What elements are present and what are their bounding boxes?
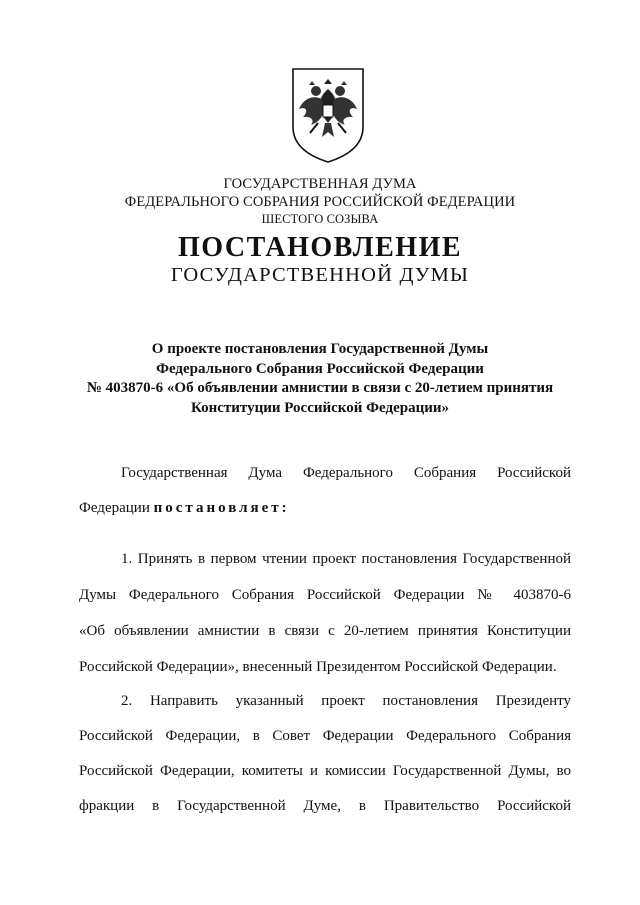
subject-line: О проекте постановления Государственной Думы (151, 341, 489, 357)
preamble-line: Государственная Дума Федерального Собрания Российской (121, 465, 571, 481)
double-headed-eagle-icon (289, 65, 367, 165)
item2-line: Российской Федерации, в Совет Федерации Федерального Собрания (79, 728, 571, 744)
item1-line: «Об объявлении амнистии в связи с 20-летием принятия Конституции (79, 623, 571, 639)
header-line-federal-assembly: ФЕДЕРАЛЬНОГО СОБРАНИЯ РОССИЙСКОЙ ФЕДЕРАЦИИ (124, 194, 516, 210)
document-type-title: ПОСТАНОВЛЕНИЕ (177, 232, 463, 263)
document-subject (0, 340, 640, 418)
subject-line: № 403870-6 «Об объявлении амнистии в связи с 20-летием принятия (86, 380, 554, 396)
item1-line: Думы Федерального Собрания Российской Федерации № 403870-6 (79, 587, 571, 603)
item2-line: Российской Федерации, комитеты и комиссии Государственной Думы, во (79, 763, 571, 779)
item2-line: 2. Направить указанный проект постановления Президенту (121, 693, 571, 709)
item1-line: 1. Принять в первом чтении проект постановления Государственной (121, 551, 571, 567)
preamble-prefix: Федерации (79, 500, 154, 516)
coat-of-arms-emblem (289, 65, 367, 165)
document-issuer-title: ГОСУДАРСТВЕННОЙ ДУМЫ (170, 264, 470, 286)
preamble-resolves: постановляет: (153, 500, 290, 516)
header-line-state-duma: ГОСУДАРСТВЕННАЯ ДУМА (223, 176, 417, 192)
item2-line: фракции в Государственной Думе, в Правительство Российской (79, 798, 571, 814)
subject-line: Конституции Российской Федерации» (190, 399, 450, 416)
preamble-line (79, 500, 571, 517)
subject-line: Федерального Собрания Российской Федерации (156, 360, 484, 377)
header-line-convocation: ШЕСТОГО СОЗЫВА (261, 212, 379, 226)
item1-line: Российской Федерации», внесенный Президентом Российской Федерации. (79, 659, 557, 675)
